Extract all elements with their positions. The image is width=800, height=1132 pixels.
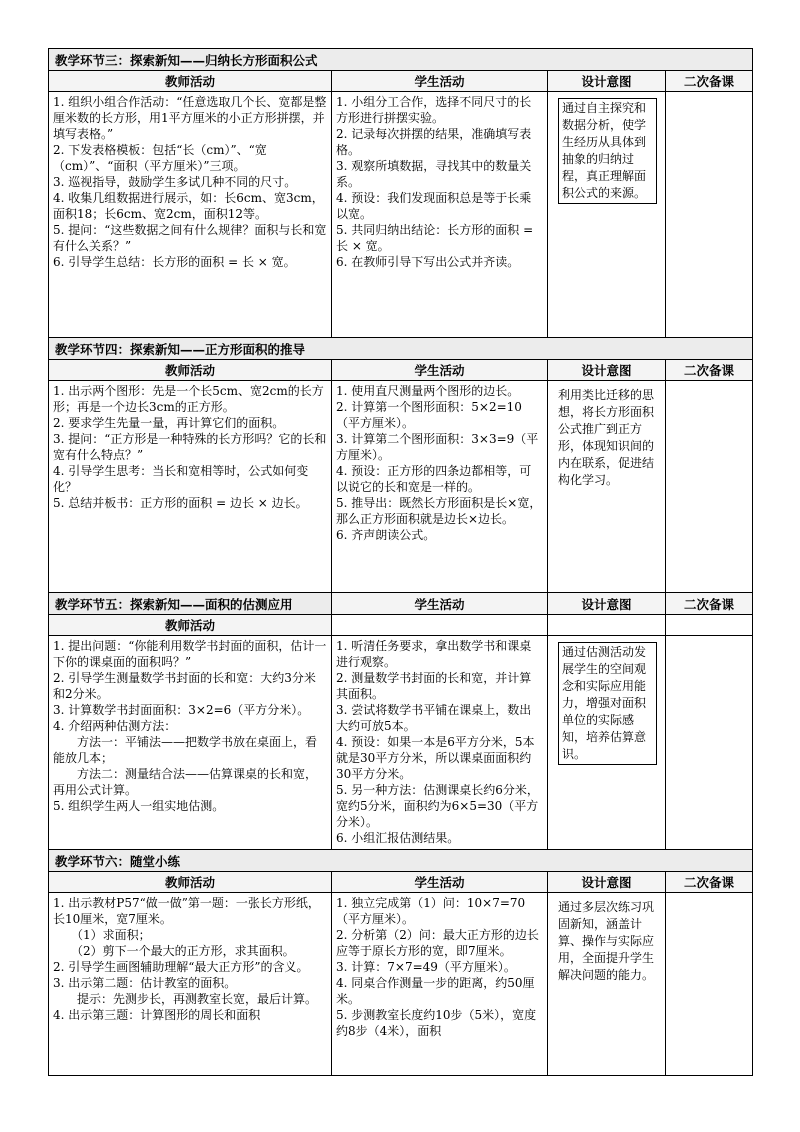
student-step: 1. 使用直尺测量两个图形的边长。 [336, 384, 520, 398]
teacher-activities [49, 381, 332, 593]
design-intent [548, 636, 666, 850]
header-design: 设计意图 [548, 360, 666, 381]
student-activities [332, 381, 548, 593]
teacher-step: 4. 介绍两种估测方法： [53, 719, 177, 733]
student-step: 2. 测量数学书封面的长和宽，并计算其面积。 [336, 671, 532, 701]
section-3 [48, 48, 753, 338]
teacher-step: 1. 提出问题：“你能利用数学书封面的面积，估计一下你的课桌面的面积吗？” [53, 639, 327, 669]
student-step: 2. 记录每次拼摆的结果，准确填写表格。 [336, 127, 532, 157]
teacher-step: 2. 下发表格模板：包括“长（cm）”、“宽（cm）”、“面积（平方厘米）”三项。 [53, 143, 267, 173]
teacher-step: 5. 组织学生两人一组实地估测。 [53, 799, 225, 813]
student-activities [332, 893, 548, 1076]
header-design: 设计意图 [548, 593, 666, 615]
header-second: 二次备课 [666, 71, 753, 92]
teacher-step: 4. 收集几组数据进行展示，如：长6cm、宽3cm，面积18；长6cm、宽2cm，面积12等。 [53, 191, 324, 221]
header-design: 设计意图 [548, 71, 666, 92]
header-student: 学生活动 [332, 360, 548, 381]
student-activities [332, 92, 548, 338]
section-5 [48, 592, 753, 850]
second-prep-cell [666, 893, 753, 1076]
student-step: 2. 分析第（2）问：最大正方形的边长应等于原长方形的宽，即7厘米。 [336, 928, 539, 958]
teacher-step: 5. 提问：“这些数据之间有什么规律？面积与长和宽有什么关系？” [53, 223, 327, 253]
teacher-step: 5. 总结并板书：正方形的面积 = 边长 × 边长。 [53, 496, 308, 510]
teacher-step: （2）剪下一个最大的正方形，求其面积。 [53, 944, 295, 958]
student-step: 5. 步测教室长度约10步（5米），宽度约8步（4米），面积 [336, 1008, 537, 1038]
student-step: 4. 预设：如果一本是6平方分米，5本就是30平方分米，所以课桌面面积约30平方分米。 [336, 735, 535, 781]
student-activities [332, 636, 548, 850]
design-text: 通过估测活动发展学生的空间观念和实际应用能力，增强对面积单位的实际感知，培养估算意识。 [558, 642, 657, 765]
student-step: 3. 观察所填数据，寻找其中的数量关系。 [336, 159, 532, 189]
teacher-step: 1. 组织小组合作活动：“任意选取几个长、宽都是整厘米数的长方形，用1平方厘米的小正方形拼摆，并填写表格。” [53, 95, 327, 141]
student-step: 6. 小组汇报估测结果。 [336, 831, 460, 845]
teacher-step: 3. 出示第二题：估计教室的面积。 [53, 976, 237, 990]
student-step: 5. 推导出：既然长方形面积是长×宽，那么正方形面积就是边长×边长。 [336, 496, 542, 526]
second-prep-cell [666, 636, 753, 850]
section-4 [48, 337, 753, 593]
section-title: 教学环节四：探索新知——正方形面积的推导 [49, 338, 753, 360]
student-step: 6. 齐声朗读公式。 [336, 528, 436, 542]
student-step: 1. 听清任务要求，拿出数学书和课桌进行观察。 [336, 639, 532, 669]
header-teacher: 教师活动 [49, 615, 332, 636]
teacher-step: 提示：先测步长，再测教室长宽，最后计算。 [53, 992, 318, 1006]
student-step: 1. 独立完成第（1）问：10×7=70（平方厘米）。 [336, 896, 526, 926]
header-second: 二次备课 [666, 360, 753, 381]
design-text: 通过自主探究和数据分析，使学生经历从具体到抽象的归纳过程，真正理解面积公式的来源。 [558, 98, 657, 204]
design-intent [548, 381, 666, 593]
teacher-step: 3. 巡视指导，鼓励学生多试几种不同的尺寸。 [53, 175, 297, 189]
teacher-step: 4. 出示第三题：计算图形的周长和面积 [53, 1008, 261, 1022]
student-step: 5. 另一种方法：估测课桌长约6分米，宽约5分米，面积约为6×5=30（平方分米）。 [336, 783, 539, 829]
student-step: 2. 计算第一个图形面积：5×2=10（平方厘米）。 [336, 400, 522, 430]
design-text: 利用类比迁移的思想，将长方形面积公式推广到正方形，体现知识间的内在联系，促进结构化学习。 [558, 388, 655, 487]
teacher-step: 3. 提问：“正方形是一种特殊的长方形吗？它的长和宽有什么特点？” [53, 432, 327, 462]
student-step: 3. 计算：7×7=49（平方厘米）。 [336, 960, 516, 974]
second-prep-cell [666, 381, 753, 593]
teacher-activities [49, 92, 332, 338]
teacher-step: 2. 要求学生先量一量，再计算它们的面积。 [53, 416, 285, 430]
teacher-activities [49, 893, 332, 1076]
student-step: 1. 小组分工合作，选择不同尺寸的长方形进行拼摆实验。 [336, 95, 532, 125]
header-teacher: 教师活动 [49, 71, 332, 92]
teacher-step: 2. 引导学生画图辅助理解“最大正方形”的含义。 [53, 960, 309, 974]
header-student: 学生活动 [332, 593, 548, 615]
header-student: 学生活动 [332, 872, 548, 893]
header-design: 设计意图 [548, 872, 666, 893]
teacher-step: 3. 计算数学书封面面积：3×2=6（平方分米）。 [53, 703, 310, 717]
second-prep-cell [666, 92, 753, 338]
header-teacher: 教师活动 [49, 360, 332, 381]
teacher-step: 方法二：测量结合法——估算课桌的长和宽，再用公式计算。 [53, 767, 318, 797]
teacher-step: 1. 出示教材P57“做一做”第一题：一张长方形纸，长10厘米，宽7厘米。 [53, 896, 320, 926]
student-step: 6. 在教师引导下写出公式并齐读。 [336, 255, 520, 269]
student-step: 3. 计算第二个图形面积：3×3=9（平方厘米）。 [336, 432, 539, 462]
section-title: 教学环节五：探索新知——面积的估测应用 [49, 593, 332, 615]
student-step: 4. 预设：我们发现面积总是等于长乘以宽。 [336, 191, 532, 221]
teacher-step: 方法一：平铺法——把数学书放在桌面上，看能放几本； [53, 735, 318, 765]
student-step: 3. 尝试将数学书平铺在课桌上，数出大约可放5本。 [336, 703, 532, 733]
header-second: 二次备课 [666, 593, 753, 615]
header-teacher: 教师活动 [49, 872, 332, 893]
teacher-step: 1. 出示两个图形：先是一个长5cm、宽2cm的长方形；再是一个边长3cm的正方形。 [53, 384, 324, 414]
header-student: 学生活动 [332, 71, 548, 92]
teacher-activities [49, 636, 332, 850]
header-second: 二次备课 [666, 872, 753, 893]
design-intent [548, 893, 666, 1076]
section-6 [48, 849, 753, 1076]
lesson-plan-document [48, 48, 752, 1076]
section-title: 教学环节六：随堂小练 [49, 850, 753, 872]
teacher-step: （1）求面积； [53, 928, 151, 942]
design-text: 通过多层次练习巩固新知，涵盖计算、操作与实际应用，全面提升学生解决问题的能力。 [558, 900, 655, 982]
teacher-step: 2. 引导学生测量数学书封面的长和宽：大约3分米和2分米。 [53, 671, 316, 701]
teacher-step: 4. 引导学生思考：当长和宽相等时，公式如何变化？ [53, 464, 309, 494]
design-intent [548, 92, 666, 338]
section-title: 教学环节三：探索新知——归纳长方形面积公式 [49, 49, 753, 71]
student-step: 5. 共同归纳出结论：长方形的面积 = 长 × 宽。 [336, 223, 534, 253]
teacher-step: 6. 引导学生总结：长方形的面积 = 长 × 宽。 [53, 255, 296, 269]
student-step: 4. 同桌合作测量一步的距离，约50厘米。 [336, 976, 535, 1006]
student-step: 4. 预设：正方形的四条边都相等，可以说它的长和宽是一样的。 [336, 464, 532, 494]
